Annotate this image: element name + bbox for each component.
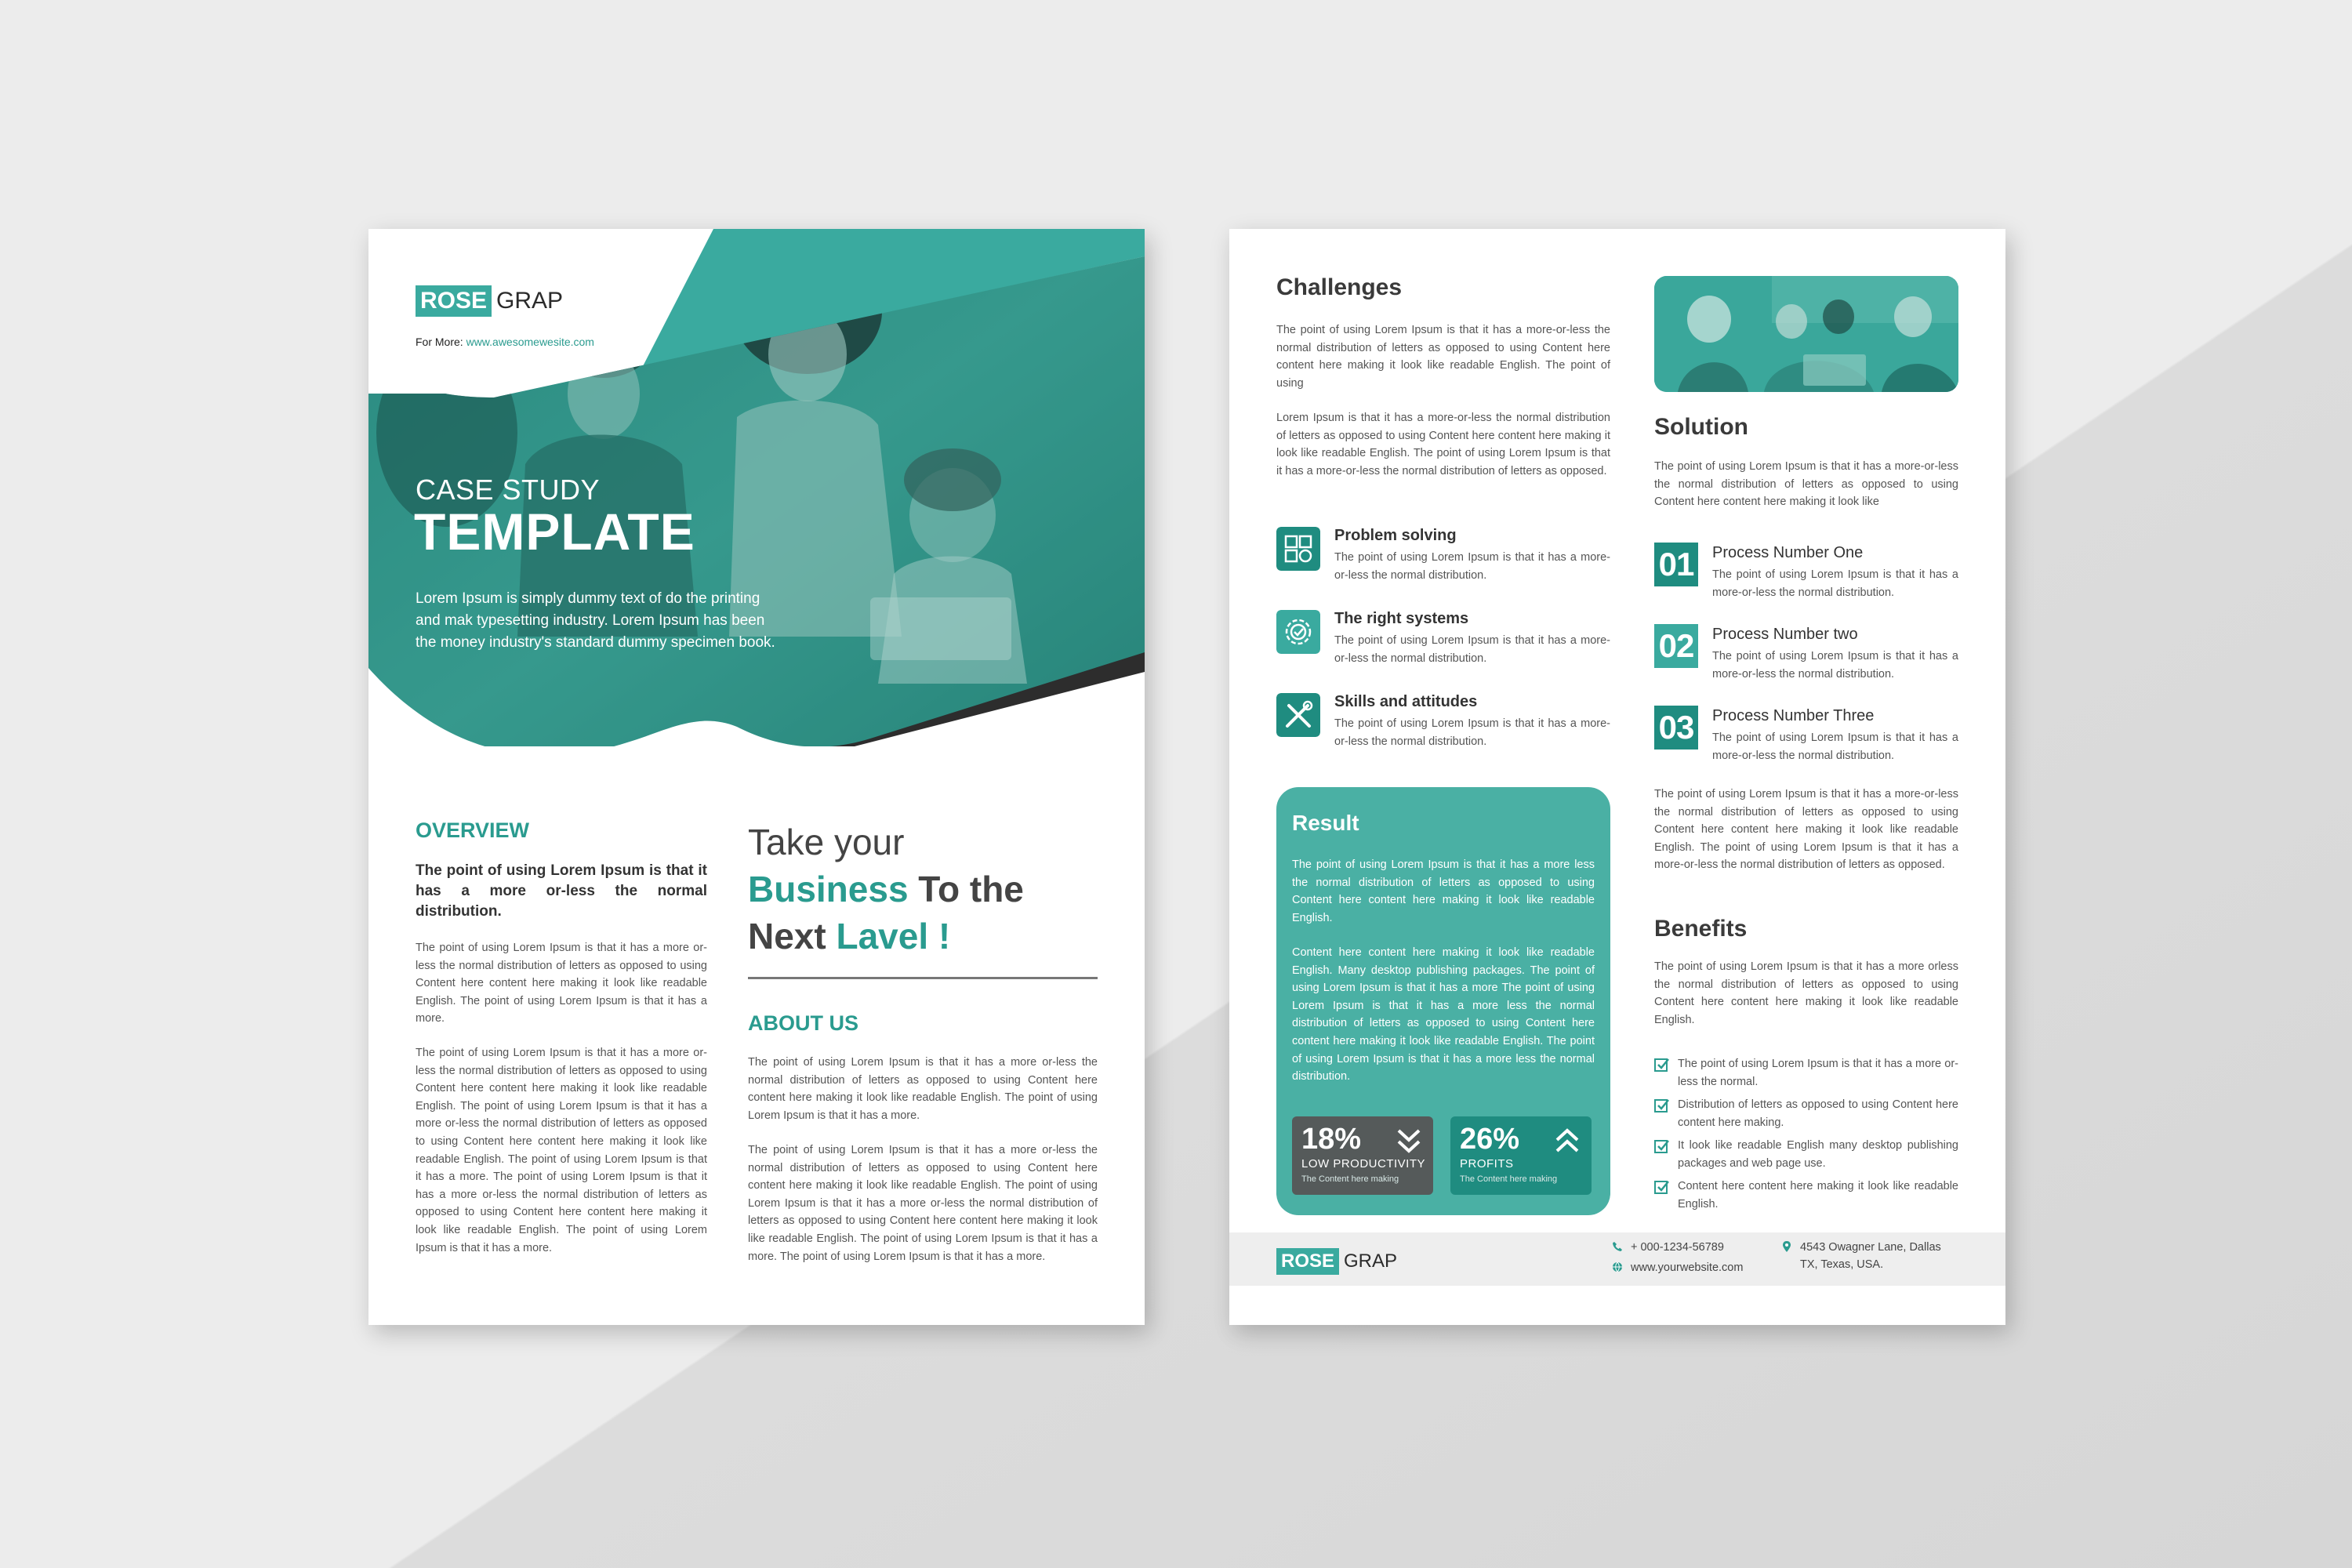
challenges-heading: Challenges [1276, 274, 1403, 300]
gear-check-icon [1276, 610, 1320, 654]
puzzle-icon [1276, 527, 1320, 571]
phone-text: + 000-1234-56789 [1631, 1241, 1724, 1254]
tagline [748, 818, 1077, 960]
process-text: The point of using Lorem Ipsum is that it has a more-or-less the normal distribution. [1712, 650, 1958, 681]
for-more-line [416, 336, 594, 348]
overview-heading: OVERVIEW [416, 818, 530, 842]
brochure-front-page [368, 229, 1145, 1325]
website-text: www.yourwebsite.com [1631, 1261, 1744, 1274]
feature-title: The right systems [1334, 610, 1469, 627]
footer-website[interactable] [1612, 1259, 1743, 1276]
about-paragraph: The point of using Lorem Ipsum is that it has a more or-less the normal distribution of letters as opposed to using Content here content here making it look like readable English. The point of using Lorem Ipsum is that it has a more or-less the normal distribution of letters as opposed to using Content here content here making it look like readable English. The point of using Lorem Ipsum is that it has a more. The point of using Lorem Ipsum is that it has a more. [748, 1144, 1098, 1263]
result-panel [1276, 787, 1610, 1215]
stat-label: LOW PRODUCTIVITY [1301, 1157, 1426, 1171]
checkbox-icon [1654, 1179, 1670, 1195]
globe-icon [1612, 1261, 1623, 1272]
double-chevron-up-icon [1554, 1126, 1581, 1157]
meeting-photo [1654, 276, 1958, 392]
tagline-tothe: To the [908, 869, 1024, 909]
brochure-back-page [1229, 229, 2005, 1325]
stat-caption: The Content here making [1460, 1174, 1558, 1184]
benefit-text: The point of using Lorem Ipsum is that it has a more or-less the normal. [1678, 1058, 1958, 1088]
location-pin-icon [1781, 1241, 1792, 1252]
about-heading: ABOUT US [748, 1011, 858, 1035]
process-number: 01 [1654, 543, 1698, 586]
about-paragraph: The point of using Lorem Ipsum is that it has a more or-less the normal distribution of letters as opposed to using Content here content here making it look like readable English. The point of using Lorem Ipsum is that it has a more. [748, 1056, 1098, 1122]
process-text: The point of using Lorem Ipsum is that it has a more-or-less the normal distribution. [1712, 731, 1958, 762]
address-line2: TX, Texas, USA. [1800, 1258, 1884, 1271]
overview-paragraph: The point of using Lorem Ipsum is that it has a more or-less the normal distribution of letters as opposed to using Content here content here making it look like readable English. The point of using Lorem Ipsum is that it has a more. [416, 942, 707, 1025]
checkbox-icon [1654, 1057, 1670, 1073]
stat-value: 26% [1460, 1123, 1520, 1156]
result-paragraph: Content here content here making it look like readable English. Many desktop publishing packages. The point of using Lorem Ipsum is that it has a more The point of using Lorem Ipsum is that it has a more less the normal distribution of letters as opposed to using Content here content here making it look like readable English. The point of using Lorem Ipsum is that it has a more less the normal distribution. [1292, 946, 1595, 1083]
for-more-label: For More: [416, 336, 463, 348]
process-text: The point of using Lorem Ipsum is that it has a more-or-less the normal distribution. [1712, 568, 1958, 599]
logo-word: GRAP [1344, 1250, 1398, 1272]
benefit-text: Content here content here making it look like readable English. [1678, 1180, 1958, 1210]
overview-paragraph: The point of using Lorem Ipsum is that it has a more or-less the normal distribution of letters as opposed to using Content here content here making it look like readable English. The point of using Lorem Ipsum is that it has a more or-less the normal distribution of letters as opposed to using Content here content here making it look like readable English. The point of using Lorem Ipsum is that it has a more. The point of using Lorem Ipsum is that it has a more or-less the normal distribution of letters as opposed to using Content here content here making it look like readable English. The point of using Lorem Ipsum is that it has a more. [416, 1047, 707, 1254]
stat-label: PROFITS [1460, 1157, 1514, 1171]
checkbox-icon [1654, 1098, 1670, 1113]
feature-title: Skills and attitudes [1334, 693, 1478, 710]
result-paragraph: The point of using Lorem Ipsum is that it has a more less the normal distribution of letters as opposed to using Content here content here making it look like readable English. [1292, 858, 1595, 924]
logo-word: GRAP [496, 288, 564, 314]
logo-mark: ROSE [1276, 1248, 1339, 1275]
benefit-text: It look like readable English many desktop publishing packages and web page use. [1678, 1139, 1958, 1170]
process-number: 02 [1654, 624, 1698, 668]
footer-address [1781, 1239, 1954, 1273]
stat-profits [1450, 1116, 1592, 1195]
website-link[interactable]: www.awesomewesite.com [466, 336, 594, 348]
hero-title: TEMPLATE [414, 503, 695, 561]
hero-description: Lorem Ipsum is simply dummy text of do the printing and mak typesetting industry. Lorem Ipsum has been the money industry's standard dummy specimen book. [416, 590, 775, 651]
stat-caption: The Content here making [1301, 1174, 1399, 1184]
tagline-line3 [748, 913, 1077, 960]
logo-mark: ROSE [416, 285, 492, 317]
footer-phone[interactable] [1612, 1239, 1724, 1256]
process-title: Process Number Three [1712, 707, 1875, 724]
tagline-line2 [748, 866, 1077, 913]
divider [748, 977, 1098, 979]
feature-text: The point of using Lorem Ipsum is that it has a more-or-less the normal distribution. [1334, 634, 1610, 665]
benefits-heading: Benefits [1654, 916, 1748, 942]
benefit-text: Distribution of letters as opposed to using Content here content here making. [1678, 1098, 1958, 1129]
brand-logo [416, 285, 563, 317]
tools-icon [1276, 693, 1320, 737]
tagline-next: Next [748, 916, 837, 956]
page-footer [1229, 1232, 2005, 1325]
stat-value: 18% [1301, 1123, 1362, 1156]
tagline-line1: Take your [748, 822, 905, 862]
result-heading: Result [1292, 811, 1359, 835]
feature-text: The point of using Lorem Ipsum is that it has a more-or-less the normal distribution. [1334, 717, 1610, 748]
checkbox-icon [1654, 1138, 1670, 1154]
solution-heading: Solution [1654, 414, 1748, 440]
feature-title: Problem solving [1334, 527, 1457, 544]
solution-paragraph: The point of using Lorem Ipsum is that it has a more-or-less the normal distribution of letters as opposed to using Content here content here making it look like readable English. The point of using Lorem Ipsum is that it has a more-or-less the normal distribution of letters as opposed. [1654, 788, 1958, 872]
brand-logo [1276, 1248, 1397, 1275]
stat-low-productivity [1292, 1116, 1433, 1195]
process-title: Process Number two [1712, 626, 1858, 643]
double-chevron-down-icon [1396, 1126, 1422, 1157]
process-number: 03 [1654, 706, 1698, 750]
hero-subtitle: CASE STUDY [416, 474, 601, 506]
challenges-paragraph: Lorem Ipsum is that it has a more-or-less the normal distribution of letters as opposed to using Content here content here making it look like readable English. The point of using Lorem Ipsum is that it has a more-or-less the normal distribution of letters as opposed. [1276, 412, 1610, 477]
solution-paragraph: The point of using Lorem Ipsum is that it has a more-or-less the normal distribution of letters as opposed to using Content here content here making it look like [1654, 460, 1958, 509]
feature-text: The point of using Lorem Ipsum is that it has a more-or-less the normal distribution. [1334, 551, 1610, 582]
challenges-paragraph: The point of using Lorem Ipsum is that it has a more-or-less the normal distribution of letters as opposed to using Content here content here making it look like readable English. The point of using [1276, 324, 1610, 390]
tagline-business: Business [748, 869, 909, 909]
benefits-paragraph: The point of using Lorem Ipsum is that it has a more orless the normal distribution of letters as opposed to using Content here content here making it look like readable English. [1654, 960, 1958, 1026]
overview-lead: The point of using Lorem Ipsum is that it has a more or-less the normal distribution. [416, 862, 707, 920]
tagline-lavel: Lavel ! [836, 916, 951, 956]
process-title: Process Number One [1712, 544, 1864, 561]
address-line1: 4543 Owagner Lane, Dallas [1800, 1241, 1941, 1254]
phone-icon [1612, 1241, 1623, 1252]
